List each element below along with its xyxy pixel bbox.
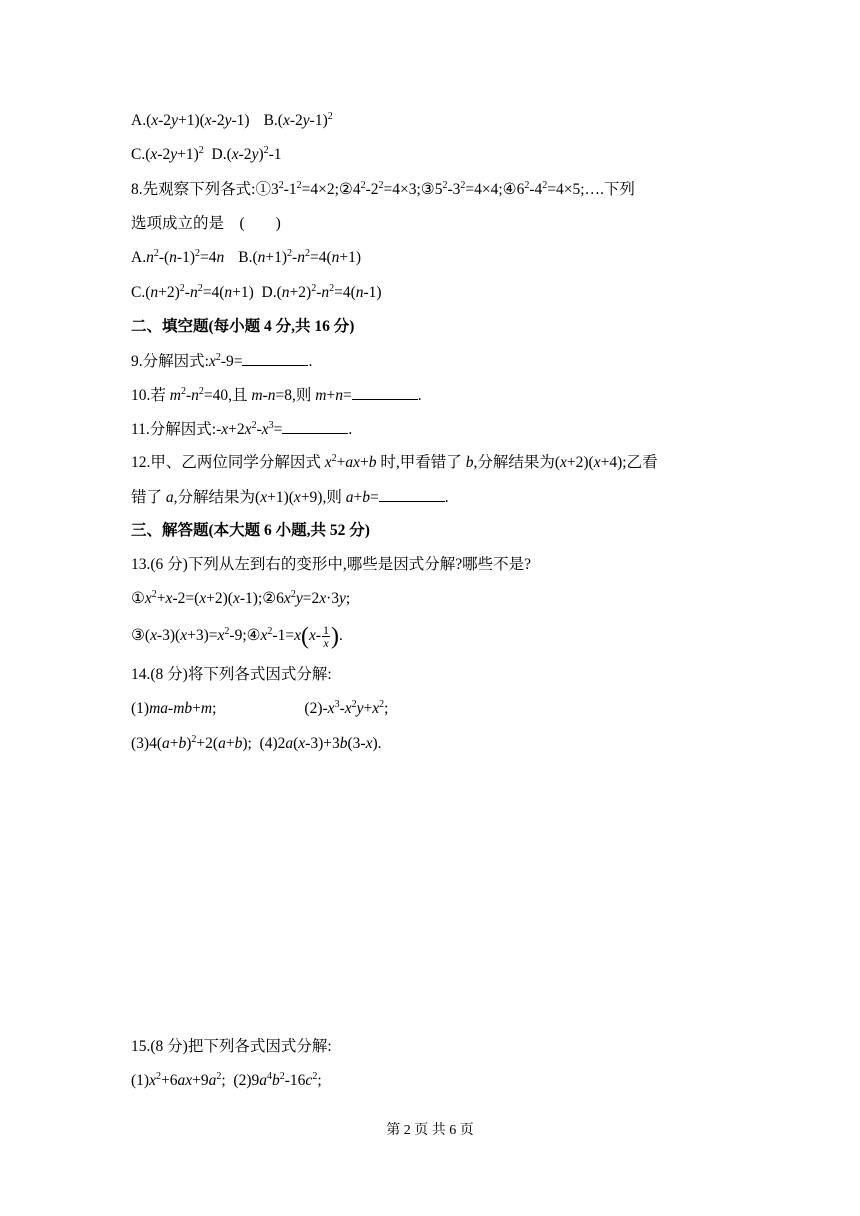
- fraction-one-over-x: $\frac{1}{x}$: [323, 623, 330, 650]
- q14-items-1: (1)ma-mb+m; $(2)-x^3-x^2y+x^2$;: [131, 698, 389, 717]
- q8-options-row-2: $C.(n+2)^2-n^2=4(n+1)$ $D.(n+2)^2-n^2=4(n-1)$: [131, 282, 382, 301]
- q14-stem: 14.(8 分)将下列各式因式分解:: [131, 666, 332, 683]
- q10: 10.若 $m^2-n^2=40$,且 m-n=8,则 m+n= .: [131, 385, 422, 404]
- q8-stem-2: 选项成立的是 ( ): [131, 215, 281, 232]
- q8-options-row-1: $A.n^2-(n-1)^2=4n$ $B.(n+1)^2-n^2=4(n+1)$: [131, 247, 362, 266]
- q13-stem: 13.(6 分)下列从左到右的变形中,哪些是因式分解?哪些不是?: [131, 556, 531, 573]
- section-3-title: 三、解答题(本大题 6 小题,共 52 分): [131, 522, 370, 539]
- q15-stem: 15.(8 分)把下列各式因式分解:: [131, 1038, 332, 1055]
- q15-items-1: $(1)x^2+6ax+9a^2$; $(2)9a^4b^2-16c^2$;: [131, 1070, 322, 1089]
- answer-blank: [352, 385, 418, 400]
- q11: 11.分解因式$:-x+2x^2-x^3=$ .: [131, 419, 353, 438]
- q14-items-2: $(3)4(a+b)^2+2(a+b)$; (4)2a(x-3)+3b(3-x).: [131, 733, 382, 752]
- answer-blank: [379, 487, 445, 502]
- q9: 9.分解因式$:x^2-9=$ .: [131, 351, 313, 370]
- q7-options-row-1: A.(x-2y+1)(x-2y-1) $B.(x-2y-1)^2$: [131, 110, 333, 129]
- q12-line-1: 12.甲、乙两位同学分解因式 $x^2+ax+b$ 时,甲看错了 b,分解结果为(x+2)(x+4);乙看: [131, 452, 658, 471]
- q13-items-1: $①x^2+x-2=(x+2)(x-1);②6x^2y=2x\cdot 3y$;: [131, 588, 351, 607]
- q12-line-2: 错了 a,分解结果为(x+1)(x+9),则 a+b= .: [131, 489, 449, 506]
- q7-options-row-2: $C.(x-2y+1)^2$ $D.(x-2y)^2-1$: [131, 144, 282, 163]
- answer-blank: [282, 419, 348, 434]
- section-2-title: 二、填空题(每小题 4 分,共 16 分): [131, 318, 355, 335]
- q13-items-2: $③(x-3)(x+3)=x^2-9;④x^2-1=x(x-$ $\frac{1}{x}$ ).: [131, 623, 343, 650]
- answer-blank: [242, 351, 308, 366]
- page-footer: 第 2 页 共 6 页: [386, 1123, 474, 1138]
- q8-stem: 8.先观察下列各式$:①3^2-1^2=4\times 2;②4^2-2^2=4\times 3;③5^2-3^2=4\times 4;④6^2-4^2=4\times 5;\dots$.下列: [131, 179, 635, 198]
